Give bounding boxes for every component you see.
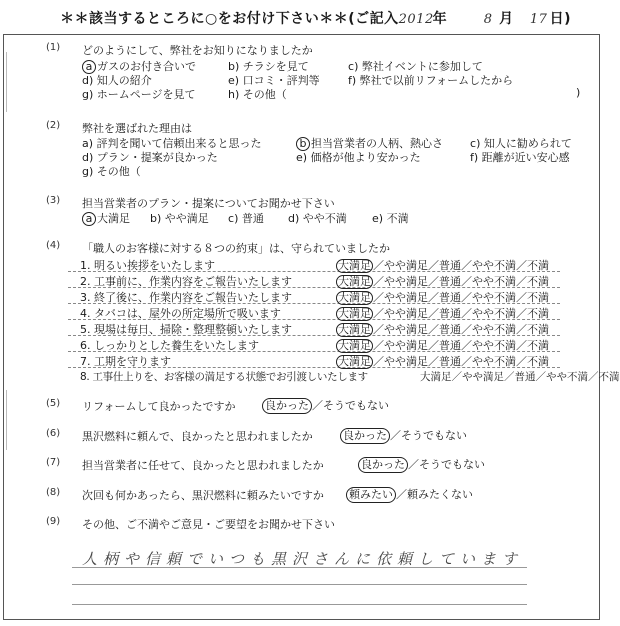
selected-rating: 大満足 bbox=[338, 323, 371, 336]
selected-rating: 大満足 bbox=[338, 275, 371, 288]
year-label: 年 bbox=[432, 11, 448, 27]
question-number: (9) bbox=[46, 516, 61, 527]
selected-answer: 良かった bbox=[340, 428, 390, 444]
header-title: ＊＊該当するところに○をお付け下さい＊＊(ご記入 bbox=[60, 11, 399, 27]
handwritten-year: 2012 bbox=[398, 12, 434, 27]
option-c[interactable]: c) 普通 bbox=[228, 212, 264, 225]
day-label: 日) bbox=[549, 11, 572, 27]
question-text: 次回も何かあったら、黒沢燃料に頼みたいですか bbox=[82, 489, 324, 502]
option-d[interactable]: d) プラン・提案が良かった bbox=[82, 151, 218, 164]
question-text: リフォームして良かったですか bbox=[82, 400, 236, 413]
option-a[interactable]: a 大満足 bbox=[82, 210, 130, 226]
answer-circle: a bbox=[82, 212, 96, 226]
promise-row: 6. しっかりとした養生をいたします 大満足 ／やや満足／普通／やや不満／不満 bbox=[68, 337, 560, 352]
option-g[interactable]: g) ホームページを見て bbox=[82, 88, 196, 101]
handwritten-comment[interactable]: 人柄や信頼でいつも黒沢さんに依頼しています bbox=[82, 550, 524, 568]
rating-scale[interactable]: 大満足 ／やや満足／普通／やや不満／不満 bbox=[338, 323, 549, 336]
survey-header bbox=[60, 8, 571, 30]
option-e[interactable]: e) 不満 bbox=[372, 212, 409, 225]
question-number: (1) bbox=[46, 42, 61, 53]
option-b[interactable]: b) やや満足 bbox=[150, 212, 209, 225]
selected-rating: 大満足 bbox=[338, 355, 371, 368]
answer-choice[interactable]: 良かった ／そうでもない bbox=[340, 427, 467, 444]
handwritten-day: 17 bbox=[529, 12, 548, 27]
option-b[interactable]: b) チラシを見て bbox=[228, 60, 309, 73]
option-e[interactable]: e) 口コミ・評判等 bbox=[228, 74, 320, 87]
option-c[interactable]: c) 弊社イベントに参加して bbox=[348, 60, 483, 73]
question-number: (5) bbox=[46, 398, 61, 409]
question-text: 黒沢燃料に頼んで、良かったと思われましたか bbox=[82, 430, 313, 443]
rating-scale[interactable]: 大満足 ／やや満足／普通／やや不満／不満 bbox=[338, 307, 549, 320]
option-b[interactable]: b 担当営業者の人柄、熱心さ bbox=[296, 135, 443, 151]
selected-rating: 大満足 bbox=[338, 291, 371, 304]
answer-choice[interactable]: 良かった ／そうでもない bbox=[262, 397, 389, 414]
question-text: 担当営業者に任せて、良かったと思われましたか bbox=[82, 459, 324, 472]
promise-row: 8. 工事仕上りを、お客様の満足する状態でお引渡しいたします 大満足／やや満足／普通／やや不満／不満 bbox=[80, 371, 620, 383]
selected-rating: 大満足 bbox=[338, 339, 371, 352]
selected-answer: 頼みたい bbox=[346, 487, 396, 503]
question-number: (4) bbox=[46, 240, 61, 251]
close-paren: ) bbox=[576, 86, 581, 99]
option-h[interactable]: h) その他（ bbox=[228, 88, 287, 101]
promise-row: 5. 現場は毎日、掃除・整理整頓いたします 大満足 ／やや満足／普通／やや不満／不満 bbox=[68, 321, 560, 336]
promise-row: 7. 工期を守ります 大満足 ／やや満足／普通／やや不満／不満 bbox=[68, 353, 560, 368]
question-text: 弊社を選ばれた理由は bbox=[82, 122, 192, 135]
option-f[interactable]: f) 距離が近い安心感 bbox=[470, 151, 570, 164]
question-number: (6) bbox=[46, 428, 61, 439]
option-d[interactable]: d) やや不満 bbox=[288, 212, 347, 225]
question-number: (2) bbox=[46, 120, 61, 131]
selected-rating: 大満足 bbox=[338, 259, 371, 272]
question-number: (3) bbox=[46, 195, 61, 206]
promise-row: 4. タバコは、屋外の所定場所で吸います 大満足 ／やや満足／普通／やや不満／不満 bbox=[68, 305, 560, 320]
promise-row: 1. 明るい挨拶をいたします 大満足 ／やや満足／普通／やや不満／不満 bbox=[68, 257, 560, 272]
option-a[interactable]: a) 評判を聞いて信頼出来ると思った bbox=[82, 137, 262, 150]
month-label: 月 bbox=[499, 11, 514, 27]
promise-row: 3. 終了後に、作業内容をご報告いたします 大満足 ／やや満足／普通／やや不満／不満 bbox=[68, 289, 560, 304]
option-f[interactable]: f) 弊社で以前リフォームしたから bbox=[348, 74, 514, 87]
question-number: (7) bbox=[46, 457, 61, 468]
option-a[interactable]: a ガスのお付き合いで bbox=[82, 58, 196, 74]
answer-circle: b bbox=[296, 137, 310, 151]
option-e[interactable]: e) 価格が他より安かった bbox=[296, 151, 421, 164]
answer-choice[interactable]: 頼みたい ／頼みたくない bbox=[346, 486, 473, 503]
rating-scale[interactable]: 大満足 ／やや満足／普通／やや不満／不満 bbox=[338, 355, 549, 368]
option-g[interactable]: g) その他（ bbox=[82, 165, 141, 178]
question-text: その他、ご不満やご意見・ご要望をお聞かせ下さい bbox=[82, 518, 335, 531]
question-text: どのようにして、弊社をお知りになりましたか bbox=[82, 44, 313, 57]
selected-answer: 良かった bbox=[262, 398, 312, 414]
option-d[interactable]: d) 知人の紹介 bbox=[82, 74, 152, 87]
rating-scale[interactable]: 大満足 ／やや満足／普通／やや不満／不満 bbox=[338, 259, 549, 272]
question-text: 担当営業者のプラン・提案についてお聞かせ下さい bbox=[82, 197, 335, 210]
selected-answer: 良かった bbox=[358, 457, 408, 473]
answer-choice[interactable]: 良かった ／そうでもない bbox=[358, 456, 485, 473]
handwritten-month: 8 bbox=[483, 12, 493, 27]
rating-scale[interactable]: 大満足 ／やや満足／普通／やや不満／不満 bbox=[338, 291, 549, 304]
answer-circle: a bbox=[82, 60, 96, 74]
selected-rating: 大満足 bbox=[338, 307, 371, 320]
rating-scale[interactable]: 大満足 ／やや満足／普通／やや不満／不満 bbox=[338, 275, 549, 288]
rating-scale[interactable]: 大満足 ／やや満足／普通／やや不満／不満 bbox=[338, 339, 549, 352]
rating-scale[interactable]: 大満足／やや満足／普通／やや不満／不満 bbox=[420, 371, 620, 383]
question-text: 「職人のお客様に対する８つの約束」は、守られていましたか bbox=[82, 242, 390, 255]
question-number: (8) bbox=[46, 487, 61, 498]
option-c[interactable]: c) 知人に勧められて bbox=[470, 137, 572, 150]
promise-row: 2. 工事前に、作業内容をご報告いたします 大満足 ／やや満足／普通／やや不満／不満 bbox=[68, 273, 560, 288]
